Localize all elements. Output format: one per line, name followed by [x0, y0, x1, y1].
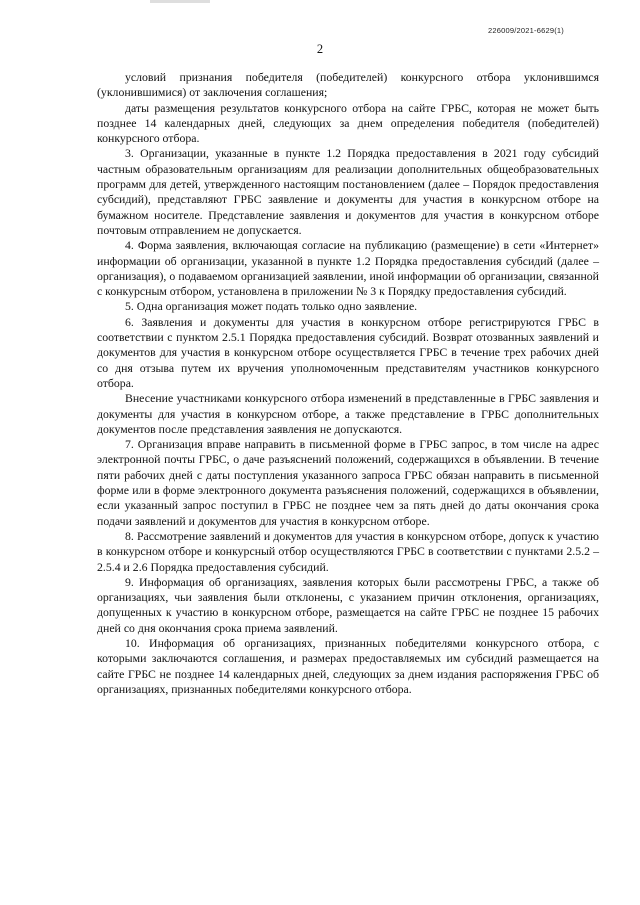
paragraph-item-5: 5. Одна организация может подать только одно заявление.: [125, 299, 418, 314]
page-number: 2: [316, 42, 324, 56]
document-body: [97, 70, 599, 697]
paragraph-results-date: даты размещения результатов конкурсного отбора на сайте ГРБС, которая не может быть позднее 14 календарных дней, следующих за днем определения победителя (победителей) конкурсного отбора.: [97, 100, 599, 146]
paragraph-item-6-changes: Внесение участниками конкурсного отбора изменений в представленные в ГРБС заявления и документы для участия в конкурсном отборе, а также представление в ГРБС дополнительных документов после представления заявления не допускаются.: [97, 391, 599, 436]
paragraph-item-9: 9. Информация об организациях, заявления которых были рассмотрены ГРБС, а также об организациях, чьи заявления были отклонены, с указанием причин отклонения, организациях, допущенных к участию в конкурсном отборе, размещается на сайте ГРБС не позднее 15 рабочих дней со дня окончания срока приема заявлений.: [97, 574, 599, 635]
scan-artifact: [150, 0, 210, 3]
paragraph-item-6: 6. Заявления и документы для участия в конкурсном отборе регистрируются ГРБС в соответствии с пунктом 2.5.1 Порядка предоставления субсидий. Возврат отозванных заявлений и документов для участия в конкурсном отборе осуществляется ГРБС в течение трех рабочих дней со дня отзыва путем их вручения уполномоченным представителям участников конкурсного отбора.: [97, 314, 599, 390]
document-registration-number: 226009/2021-6629(1): [488, 26, 564, 35]
paragraph-item-10: 10. Информация об организациях, признанных победителями конкурсного отбора, с которыми заключаются соглашения, и размерах предоставляемых им субсидий размещается на сайте ГРБС не позднее 14 календарных дней, следующих за днем издания распоряжения ГРБС об организациях, признанных победителями конкурсного отбора.: [97, 635, 599, 696]
paragraph-item-8: 8. Рассмотрение заявлений и документов для участия в конкурсном отборе, допуск к участию в конкурсном отборе и конкурсный отбор осуществляются ГРБС в соответствии с пунктами 2.5.2 – 2.5.4 и 2.6 Порядка предоставления субсидий.: [97, 528, 599, 574]
paragraph-item-3: 3. Организации, указанные в пункте 1.2 Порядка предоставления в 2021 году субсидий частным образовательным организациям для реализации дополнительных общеобразовательных программ для детей, утвержденного настоящим постановлением (далее – Порядок предоставления субсидий), представляют ГРБС заявление и документы для участия в конкурсном отборе на бумажном носителе. Представление заявления и документов для участия в конкурсном отборе почтовым отправлением не допускается.: [97, 146, 599, 237]
paragraph-conditions-evasion: условий признания победителя (победителей) конкурсного отбора уклонившимся (уклонившимися) от заключения соглашения;: [97, 70, 599, 100]
paragraph-item-4: 4. Форма заявления, включающая согласие на публикацию (размещение) в сети «Интернет» информации об организации, указанной в пункте 1.2 Порядка предоставления субсидий (далее – организация), о подаваемом организацией заявлении, иной информации об организации, связанной с конкурсным отбором, установлена в приложении № 3 к Порядку предоставления субсидий.: [97, 238, 599, 299]
paragraph-item-7: 7. Организация вправе направить в письменной форме в ГРБС запрос, в том числе на адрес электронной почты ГРБС, о даче разъяснений положений, содержащихся в объявлении. В течение пяти рабочих дней с даты поступления указанного запроса ГРБС обязан направить в письменной форме или в форме электронного документа разъяснения положений, содержащихся в объявлении, если указанный запрос поступил в ГРБС не позднее чем за пять дней до даты окончания срока подачи заявлений и документов для участия в конкурсном отборе.: [97, 437, 599, 528]
